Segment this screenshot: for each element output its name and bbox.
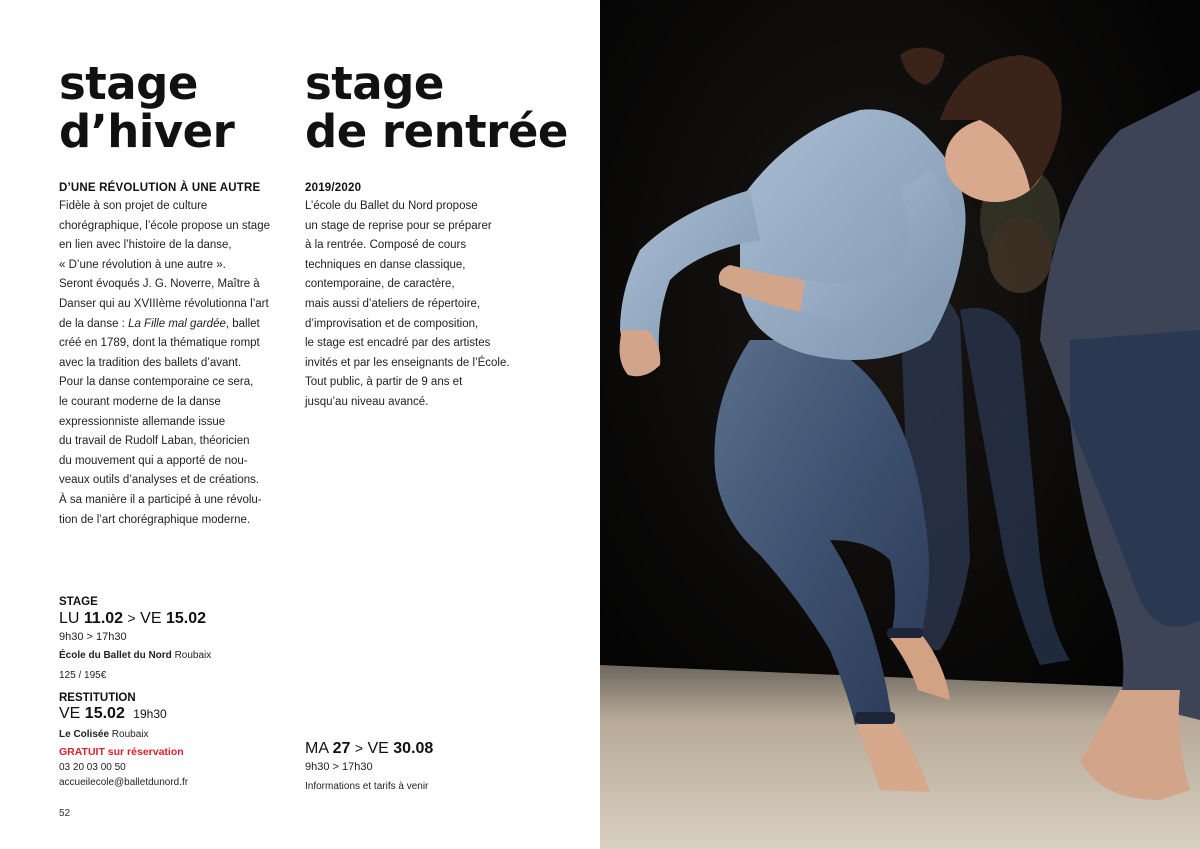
stage-label: STAGE <box>59 596 98 608</box>
date-num: 15.02 <box>84 705 125 722</box>
dancer-photo <box>600 0 1200 849</box>
body-line: avec la tradition des ballets d’avant. <box>59 356 242 369</box>
restitution-date <box>59 704 299 724</box>
email-link[interactable]: accueilecole@balletdunord.fr <box>59 777 189 788</box>
restitution-time: 19h30 <box>133 707 167 721</box>
body-line <box>59 315 284 335</box>
body-line: un stage de reprise pour se préparer <box>305 219 492 232</box>
body-line: invités et par les enseignants de l’École. <box>305 356 510 369</box>
free-reservation-label: GRATUIT sur réservation <box>59 746 184 758</box>
body-line: « D’une révolution à une autre ». <box>59 258 226 271</box>
stage-rentree-subhead: 2019/2020 <box>305 182 362 194</box>
body-line: jusqu’au niveau avancé. <box>305 395 429 408</box>
body-line: en lien avec l’histoire de la danse, <box>59 239 232 252</box>
venue-city: Roubaix <box>171 650 212 661</box>
venue-city: Roubaix <box>109 729 149 740</box>
date-num: 27 <box>332 740 351 757</box>
date-day: VE <box>140 610 162 627</box>
restitution-label: RESTITUTION <box>59 692 136 704</box>
stage-hours: 9h30 > 17h30 <box>59 631 127 643</box>
body-line: Tout public, à partir de 9 ans et <box>305 376 463 389</box>
venue-name: École du Ballet du Nord <box>59 650 172 661</box>
date-num: 30.08 <box>393 740 434 757</box>
body-line: tion de l’art chorégraphique moderne. <box>59 513 251 526</box>
date-num: 15.02 <box>165 610 206 627</box>
stage-dates <box>59 608 299 629</box>
body-line-end: , ballet <box>225 317 260 330</box>
body-line: Pour la danse contemporaine ce sera, <box>59 376 254 389</box>
stage-rentree-column <box>305 57 568 413</box>
date-sep: > <box>127 610 136 626</box>
title-line-2: d’hiver <box>59 105 235 158</box>
date-day: MA <box>305 740 329 757</box>
body-line: mais aussi d’ateliers de répertoire, <box>305 297 481 310</box>
phone-number[interactable]: 03 20 03 00 50 <box>59 762 126 773</box>
stage-hiver-title <box>59 57 284 158</box>
stage-price: 125 / 195€ <box>59 670 107 681</box>
body-line: créé en 1789, dont la thématique rompt <box>59 337 260 350</box>
body-line: d’improvisation et de composition, <box>305 317 479 330</box>
body-line: techniques en danse classique, <box>305 258 466 271</box>
restitution-info <box>59 692 299 790</box>
body-line: contemporaine, de caractère, <box>305 278 455 291</box>
title-line-1: stage <box>305 57 444 110</box>
body-line: Seront évoqués J. G. Noverre, Maître à <box>59 278 260 291</box>
body-line: du travail de Rudolf Laban, théoricien <box>59 435 250 448</box>
stage-venue <box>59 647 299 665</box>
date-sep: > <box>354 740 364 756</box>
body-line: Fidèle à son projet de culture <box>59 200 208 212</box>
dancer-photo-illustration <box>600 0 1200 849</box>
date-day: VE <box>59 705 81 722</box>
body-line: L’école du Ballet du Nord propose <box>305 200 478 212</box>
stage-info <box>59 596 299 685</box>
stage-hiver-column <box>59 57 284 530</box>
body-line: le stage est encadré par des artistes <box>305 337 491 350</box>
body-line: du mouvement qui a apporté de nou- <box>59 454 248 467</box>
page-number: 52 <box>59 808 71 819</box>
stage-hiver-subhead: D’UNE RÉVOLUTION À UNE AUTRE <box>59 182 261 194</box>
body-line: à la rentrée. Composé de cours <box>305 239 467 252</box>
body-line: Danser qui au XVIIIème révolutionna l’art <box>59 297 269 310</box>
body-line: chorégraphique, l’école propose un stage <box>59 219 270 232</box>
body-line: À sa manière il a participé à une révolu- <box>59 493 262 506</box>
body-line: expressionniste allemande issue <box>59 415 226 428</box>
body-line: le courant moderne de la danse <box>59 395 221 408</box>
rentree-hours: 9h30 > 17h30 <box>305 761 373 773</box>
body-line: veaux outils d’analyses et de créations. <box>59 474 260 487</box>
restitution-venue <box>59 726 299 744</box>
date-num: 11.02 <box>83 610 124 627</box>
rentree-dates <box>305 738 545 759</box>
date-day: LU <box>59 610 80 627</box>
body-line-start: de la danse : <box>59 317 129 330</box>
stage-hiver-body <box>59 197 284 530</box>
date-day: VE <box>367 740 389 757</box>
venue-name: Le Colisée <box>59 729 110 740</box>
title-line-2: de rentrée <box>305 105 568 158</box>
rentree-info-text: Informations et tarifs à venir <box>305 781 429 792</box>
stage-rentree-body <box>305 197 545 413</box>
ballet-title: La Fille mal gardée <box>128 317 226 330</box>
rentree-info <box>305 738 545 796</box>
title-line-1: stage <box>59 57 198 110</box>
stage-rentree-title <box>305 57 568 158</box>
